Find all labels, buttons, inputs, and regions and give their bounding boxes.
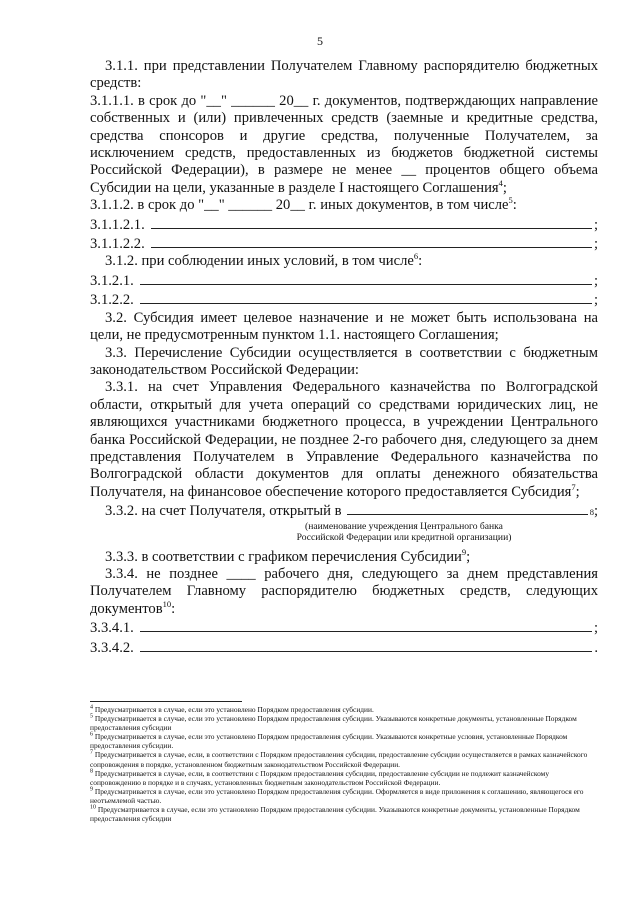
blank-line	[140, 638, 593, 652]
paragraph-3-1-1-1: 3.1.1.1. в срок до "__" ______ 20__ г. документов, подтверждающих направление собственных и (или) привлеченных средств (заемные и кредитные средства, средства спонсоров и другие средства, полученные Получателем, за исключением средств, предоставленных из бюджетов бюджетной системы Российской Федерации), в размере не менее __ процентов общего объема Субсидии на цели, указанные в разделе I настоящего Соглашения$^4$;	[90, 92, 598, 196]
footnote-6: $^6$ Предусматривается в случае, если это установлено Порядком предоставления субсидии. Указываются конкретные условия, установленные Порядком предоставления субсидии.	[90, 731, 568, 751]
paragraph-3-3-1: 3.3.1. на счет Управления Федерального казначейства по Волгоградской области, открытый для учета операций со средствами юридических лиц, не являющихся участниками бюджетного процесса, в учреждении Центрального банка Российской Федерации, не позднее 2-го рабочего дня, следующего за днем представления Получателем в Управление Федерального казначейства по Волгоградской области документов для оплаты денежного обязательства Получателя, на финансовое обеспечение которого предоставляется Субсидия$^7$;	[90, 379, 598, 500]
footnote-7: $^7$ Предусматривается в случае, если, в соответствии с Порядком предоставления субсидии, предоставление субсидии осуществляется в рамках казначейского сопровождения в порядке, установленном бюджетным законодательством Российской Федерации.	[90, 750, 588, 769]
paragraph-3-3-4: 3.3.4. не позднее ____ рабочего дня, следующего за днем представления Получателем Главному распорядителю бюджетных средств, следующих документов$^{10}$:	[90, 565, 598, 617]
paragraph-3-1-2: 3.1.2. при соблюдении иных условий, в том числе$^6$:	[105, 251, 423, 270]
paragraph-3-1-1: 3.1.1. при представлении Получателем Главному распорядителю бюджетных средств:	[90, 58, 598, 92]
blank-line	[140, 618, 592, 632]
item-3-3-4-2: 3.3.4.2. .	[90, 639, 598, 656]
document-body	[90, 58, 598, 657]
paragraph-3-1-1-2: 3.1.1.2. в срок до "__" ______ 20__ г. иных документов, в том числе$^5$:	[90, 195, 517, 214]
footnote-10: $^{10}$ Предусматривается в случае, если это установлено Порядком предоставления субсидии. Указываются конкретные документы, установленные Порядком предоставления субсидии	[90, 804, 580, 824]
page-number: 5	[317, 34, 323, 48]
footnote-5: $^5$ Предусматривается в случае, если это установлено Порядком предоставления субсидии. Указываются конкретные документы, установленные Порядком предоставления субсидии	[90, 713, 577, 733]
footnote-ref-5: 5	[508, 195, 513, 206]
footnote-ref-7: 7	[571, 481, 576, 492]
footnote-9: $^9$ Предусматривается в случае, если это установлено Порядком предоставления субсидии. Оформляется в виде приложения к соглашению, являющегося его неотъемлемой частью.	[90, 786, 584, 805]
footnotes	[90, 701, 598, 823]
paragraph-3-3-3: 3.3.3. в соответствии с графиком перечисления Субсидии$^9$;	[105, 546, 471, 565]
paragraph-3-3-2: 3.3.2. на счет Получателя, открытый в 8 ;	[105, 503, 598, 520]
blank-line	[151, 234, 592, 248]
item-3-1-2-1: 3.1.2.1. ;	[90, 272, 598, 289]
footnote-ref-10: 10	[162, 598, 172, 609]
blank-line	[347, 501, 587, 515]
item-3-1-2-2: 3.1.2.2. ;	[90, 292, 598, 309]
footnote-4: $^4$ Предусматривается в случае, если это установлено Порядком предоставления субсидии.	[90, 704, 374, 714]
footnote-ref-9: 9	[461, 546, 467, 557]
item-3-1-1-2-1: 3.1.1.2.1. ;	[90, 216, 598, 233]
blank-line	[140, 290, 592, 304]
item-3-1-1-2-2: 3.1.1.2.2. ;	[90, 236, 598, 253]
blank-line	[151, 215, 592, 229]
bank-caption: (наименование учреждения Центрального банка Российской Федерации или кредитной организации)	[296, 520, 512, 543]
footnote-8: $^8$ Предусматривается в случае, если, в соответствии с Порядком предоставления субсидии, предоставление субсидии не подлежит казначейскому сопровождению в порядке и в случаях, установленных бюджетным законодательством Российской Федерации.	[90, 768, 550, 787]
paragraph-3-2: 3.2. Субсидия имеет целевое назначение и не может быть использована на цели, не предусмотренным пунктом 1.1. настоящего Соглашения;	[90, 309, 598, 344]
footnote-ref-4: 4	[498, 177, 503, 188]
footnote-ref-6: 6	[413, 251, 419, 262]
paragraph-3-3: 3.3. Перечисление Субсидии осуществляется в соответствии с бюджетным законодательством Российской Федерации:	[90, 344, 598, 378]
footnote-separator	[90, 701, 242, 702]
blank-line	[140, 271, 592, 285]
item-3-3-4-1: 3.3.4.1. ;	[90, 620, 598, 637]
